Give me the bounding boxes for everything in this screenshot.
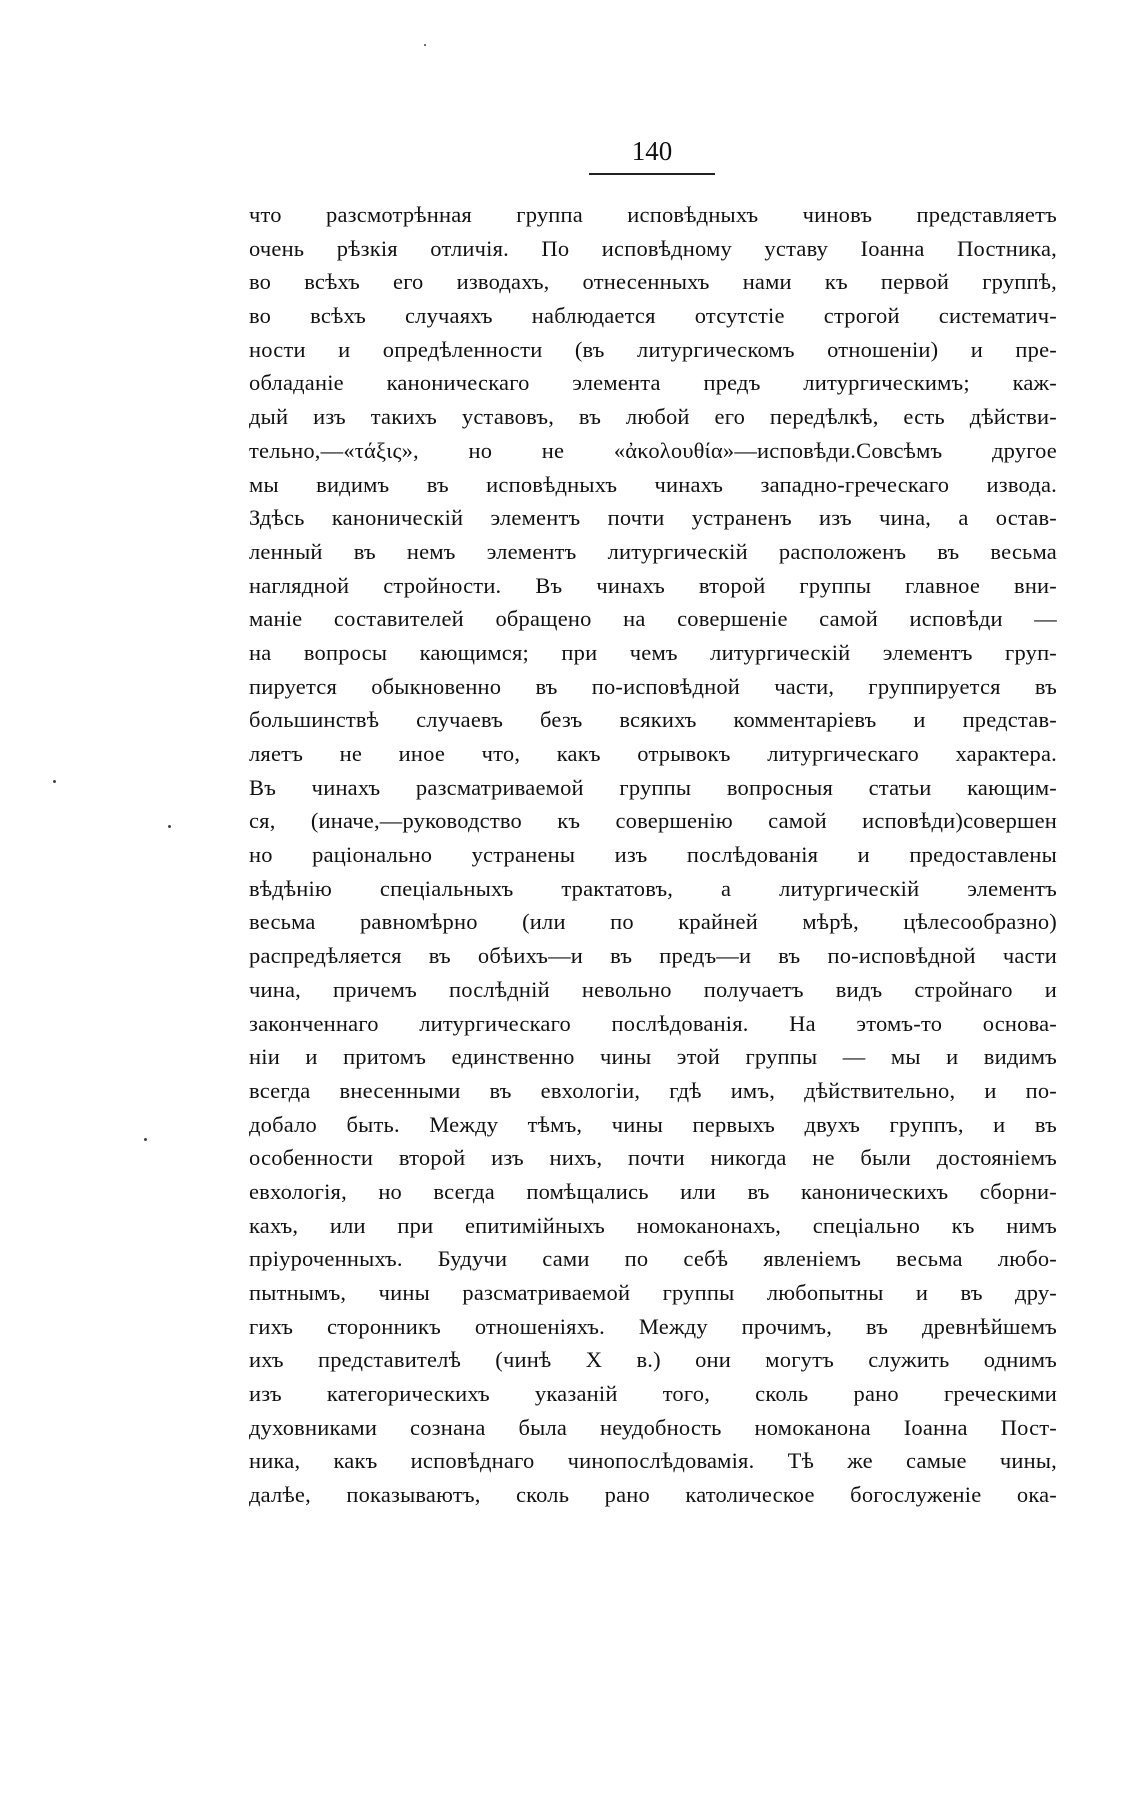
text-line: ихъ представителѣ (чинѣ X в.) они могутъ служить однимъ — [249, 1347, 1057, 1373]
text-line: дый изъ такихъ уставовъ, въ любой его передѣлкѣ, есть дѣйстви- — [249, 404, 1057, 430]
text-line: Здѣсь каноническій элементъ почти устраненъ изъ чина, а остав- — [249, 505, 1057, 531]
text-line: очень рѣзкія отличія. По исповѣдному уставу Іоанна Постника, — [249, 235, 1057, 261]
text-line: ніи и притомъ единственно чины этой группы — мы и видимъ — [249, 1044, 1057, 1070]
text-line: всегда внесенными въ евхологіи, гдѣ имъ, дѣйствительно, и по- — [249, 1077, 1057, 1103]
text-line: пытнымъ, чины разсматриваемой группы любопытны и въ дру- — [249, 1280, 1057, 1305]
text-line: добало быть. Между тѣмъ, чины первыхъ двухъ группъ, и въ — [249, 1111, 1057, 1137]
text-line: маніе составителей обращено на совершеніе самой исповѣди — — [249, 606, 1057, 632]
scan-speck — [53, 780, 56, 783]
text-line: кахъ, или при епитимійныхъ номоканонахъ, спеціально къ нимъ — [249, 1212, 1057, 1238]
text-line: пріуроченныхъ. Будучи сами по себѣ явленіемъ весьма любо- — [249, 1246, 1057, 1272]
scan-speck — [168, 825, 171, 828]
text-line: но раціонально устранены изъ послѣдованія и предоставлены — [249, 842, 1057, 868]
text-line: изъ категорическихъ указаній того, сколь рано греческими — [249, 1381, 1057, 1407]
text-line: ленный въ немъ элементъ литургическій расположенъ въ весьма — [249, 538, 1057, 564]
text-line: Въ чинахъ разсматриваемой группы вопросныя статьи кающим- — [249, 774, 1057, 800]
text-line: наглядной стройности. Въ чинахъ второй группы главное вни- — [249, 572, 1057, 598]
page-header — [587, 133, 717, 175]
text-line: ности и опредѣленности (въ литургическомъ отношеніи) и пре- — [249, 336, 1057, 362]
text-line: ся, (иначе,—руководство къ совершенію самой исповѣди)совершен — [249, 808, 1057, 834]
text-line: мы видимъ въ исповѣдныхъ чинахъ западно-греческаго извода. — [249, 471, 1057, 497]
text-line: вѣдѣнію спеціальныхъ трактатовъ, а литургическій элементъ — [249, 875, 1057, 901]
text-line: весьма равномѣрно (или по крайней мѣрѣ, цѣлесообразно) — [249, 909, 1057, 935]
body-text — [249, 198, 1057, 1512]
text-line: духовниками сознана была неудобность номоканона Іоанна Пост- — [249, 1414, 1057, 1440]
header-rule — [589, 173, 715, 175]
scan-speck — [424, 44, 426, 46]
text-line: пируется обыкновенно въ по-исповѣдной части, группируется въ — [249, 673, 1057, 699]
text-line: тельно,—«τάξις», но не «ἀκολουθία»—исповѣди.Совсѣмъ другое — [249, 437, 1057, 463]
text-line: гихъ сторонникъ отношеніяхъ. Между прочимъ, въ древнѣйшемъ — [249, 1313, 1057, 1339]
text-line: далѣе, показываютъ, сколь рано католическое богослуженіе ока- — [249, 1482, 1057, 1508]
text-line: большинствѣ случаевъ безъ всякихъ комментаріевъ и представ- — [249, 707, 1057, 733]
text-line: во всѣхъ его изводахъ, отнесенныхъ нами къ первой группѣ, — [249, 269, 1057, 295]
scan-speck — [144, 1138, 147, 1141]
text-line: евхологія, но всегда помѣщались или въ каноническихъ сборни- — [249, 1178, 1057, 1204]
text-line: особенности второй изъ нихъ, почти никогда не были достояніемъ — [249, 1145, 1057, 1171]
text-line: распредѣляется въ обѣихъ—и въ предъ—и въ по-исповѣдной части — [249, 943, 1057, 969]
text-line: обладаніе каноническаго элемента предъ литургическимъ; каж- — [249, 370, 1057, 396]
text-line: чина, причемъ послѣдній невольно получаетъ видъ стройнаго и — [249, 976, 1057, 1002]
text-line: ляетъ не иное что, какъ отрывокъ литургическаго характера. — [249, 741, 1057, 766]
page-number: 140 — [631, 136, 673, 166]
text-line: во всѣхъ случаяхъ наблюдается отсутстіе строгой систематич- — [249, 303, 1057, 329]
text-line: ника, какъ исповѣднаго чинопослѣдовамія. Тѣ же самые чины, — [249, 1448, 1057, 1474]
text-line: на вопросы кающимся; при чемъ литургическій элементъ груп- — [249, 639, 1057, 665]
text-line: законченнаго литургическаго послѣдованія. На этомъ-то основа- — [249, 1010, 1057, 1036]
text-line: что разсмотрѣнная группа исповѣдныхъ чиновъ представляетъ — [249, 202, 1057, 227]
